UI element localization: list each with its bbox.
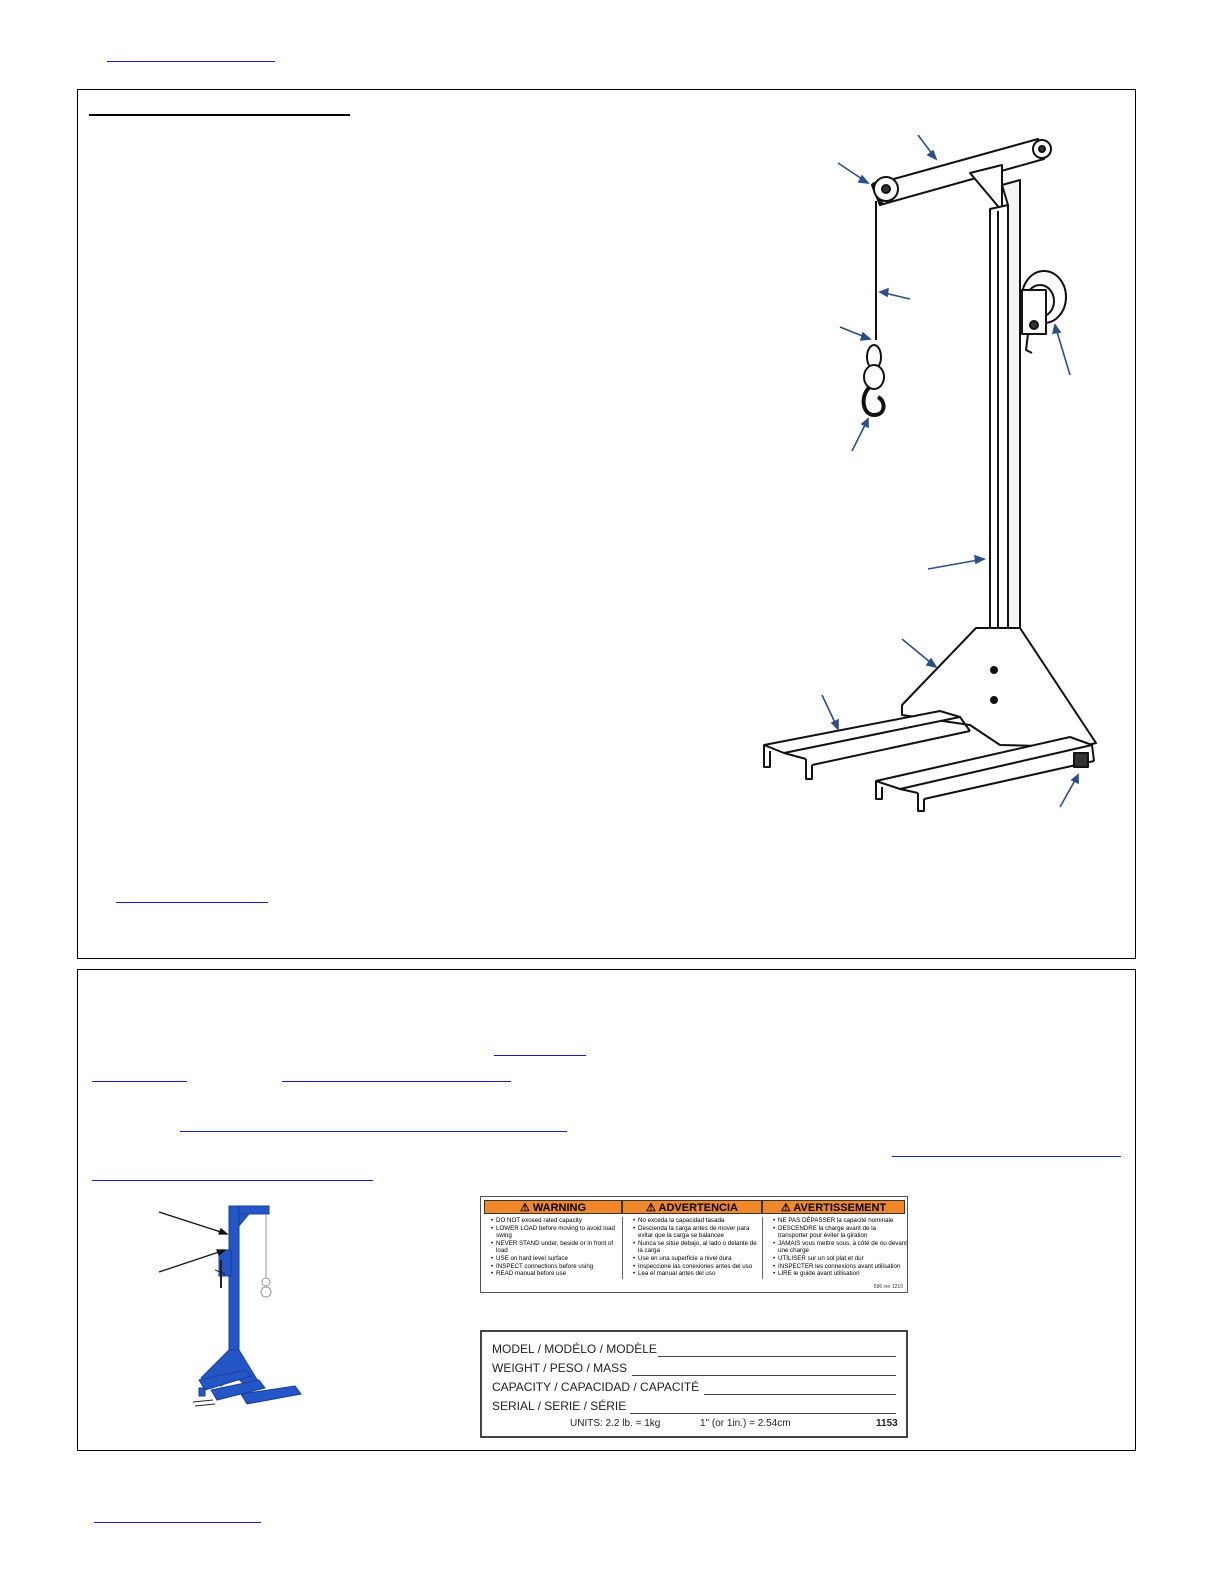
hook-assembly: [864, 345, 884, 415]
weight-fill-line: [632, 1375, 896, 1376]
nameplate-number: 1153: [876, 1418, 898, 1429]
list-item: • Use en una superficie a nivel dura: [633, 1255, 762, 1263]
panel2-link-5[interactable]: [892, 1156, 1121, 1157]
list-item: • DO NOT exceed rated capacity: [491, 1217, 622, 1225]
list-item: • Descienda la carga antes de mover para evitar que la carga se balancee: [633, 1225, 762, 1240]
list-item: • DESCENDRE la charge avant de la transporter pour éviter la giration: [773, 1225, 907, 1240]
nameplate-capacity: CAPACITY / CAPACIDAD / CAPACITÉ: [492, 1380, 700, 1394]
warning-triangle-icon: ⚠: [780, 1202, 791, 1214]
warning-triangle-icon: ⚠: [646, 1202, 656, 1214]
list-item: • Inspeccione las conexiones antes del uso: [633, 1263, 762, 1271]
panel2-link-4[interactable]: [180, 1131, 567, 1132]
model-fill-line: [658, 1356, 896, 1357]
lift-label-locations-illustration: [155, 1200, 315, 1420]
footer-link-panel1[interactable]: [116, 902, 268, 903]
capacity-fill-line: [704, 1394, 896, 1395]
panel2-link-2[interactable]: [92, 1081, 187, 1082]
list-item: • NEVER STAND under, beside or in front of load: [491, 1240, 622, 1255]
avertissement-header: ⚠ AVERTISSEMENT: [762, 1200, 905, 1214]
panel2-link-3[interactable]: [282, 1081, 511, 1082]
list-item: • JAMAIS vous mettre sous, à côté de ou devant une charge: [773, 1240, 907, 1255]
left-fork: [764, 711, 960, 753]
list-item: • USE on hard level surface: [491, 1255, 622, 1263]
warning-spanish-list: [622, 1217, 762, 1279]
list-item: • LOWER LOAD before moving to avoid load swing: [491, 1225, 622, 1240]
advertencia-header: ⚠ ADVERTENCIA: [622, 1200, 762, 1214]
warning-english-list: [481, 1217, 622, 1279]
list-item: • UTILISER sur un sol plat et dur: [773, 1255, 907, 1263]
nameplate-label: [480, 1330, 908, 1438]
nameplate-model: MODEL / MODÉLO / MODÈLE: [492, 1342, 657, 1356]
panel2-link-1[interactable]: [494, 1055, 586, 1056]
warning-label: [480, 1196, 908, 1293]
serial-fill-line: [630, 1413, 896, 1414]
header-link[interactable]: [107, 61, 275, 62]
warning-header: ⚠ WARNING: [484, 1200, 622, 1214]
base-gusset: [902, 628, 1096, 747]
list-item: • Nunca se sitúe debajo, al lado o delante de la carga: [633, 1240, 762, 1255]
nameplate-weight: WEIGHT / PESO / MASS: [492, 1361, 628, 1375]
list-item: • Lea el manual antes del uso: [633, 1270, 762, 1278]
footer-link[interactable]: [94, 1522, 261, 1523]
list-item: • NE PAS DÉPASSER la capacité nominale: [773, 1217, 907, 1225]
warning-french-list: [762, 1217, 907, 1279]
section-heading-rule: [89, 114, 350, 116]
nameplate-units-mass: UNITS: 2.2 lb. = 1kg: [570, 1418, 661, 1429]
list-item: • No exceda la capacidad tasada: [633, 1217, 762, 1225]
lift-diagram: [740, 125, 1120, 825]
list-item: • INSPECTER les connexions avant utilisation: [773, 1263, 907, 1271]
nameplate-units-length: 1" (or 1in.) = 2.54cm: [700, 1418, 791, 1429]
panel2-link-6[interactable]: [92, 1180, 373, 1181]
list-item: • LIRE le guide avant utilisation: [773, 1270, 907, 1278]
warning-label-code: 596 rev 1210: [873, 1284, 903, 1290]
nameplate-serial: SERIAL / SERIE / SÉRIE: [492, 1399, 627, 1413]
list-item: • INSPECT connections before using: [491, 1263, 622, 1271]
warning-triangle-icon: ⚠: [519, 1202, 530, 1214]
list-item: • READ manual before use: [491, 1270, 622, 1278]
